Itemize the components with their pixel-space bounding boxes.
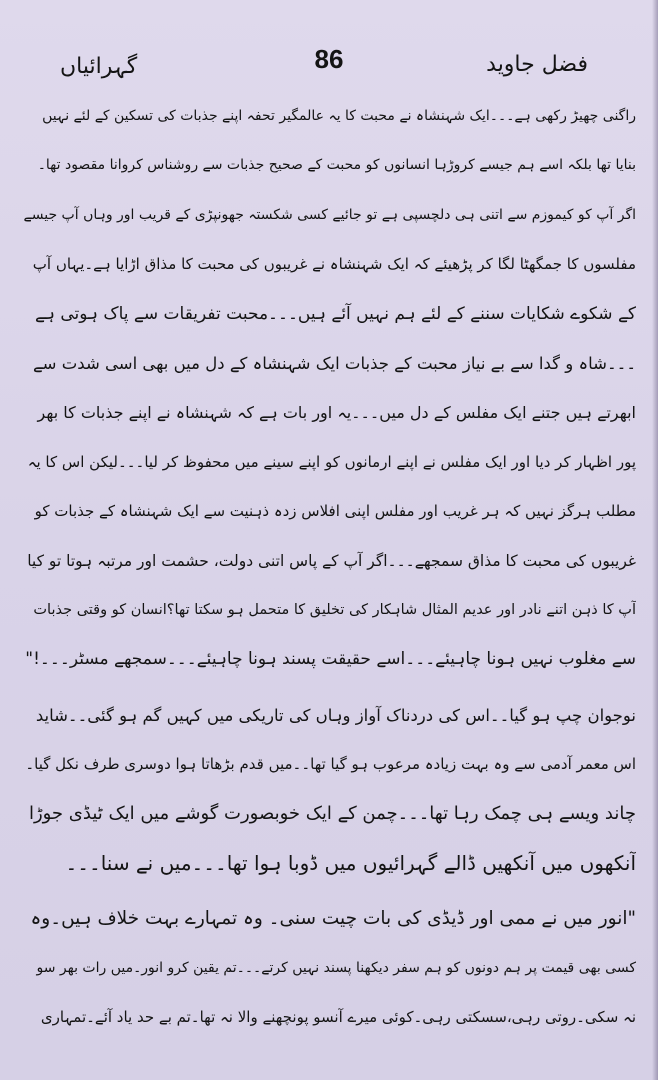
text-line: سے مغلوب نہیں ہونا چاہیئے۔۔۔اسے حقیقت پسند ہونا چاہیئے۔۔۔سمجھے مسٹر۔۔۔!"	[25, 649, 636, 670]
text-line: ابھرتے ہیں جتنے ایک مفلس کے دل میں۔۔۔یہ اور بات ہے کہ شہنشاہ نے اپنے جذبات کا بھر	[37, 403, 636, 423]
text-line: آپ کا ذہن اتنے نادر اور عدیم المثال شاہکار کی تخلیق کا متحمل ہو سکتا تھا؟انسان کو وقتی جذبات	[33, 601, 636, 618]
text-line: نوجوان چپ ہو گیا۔۔اس کی دردناک آواز وہاں کی تاریکی میں کہیں گم ہو گئی۔۔شاید	[35, 705, 636, 725]
text-line: راگنی چھیڑ رکھی ہے۔۔۔ایک شہنشاہ نے محبت کا یہ عالمگیر تحفہ اپنے جذبات کی تسکین کے لئے نہیں	[42, 108, 636, 124]
text-line: "انور میں نے ممی اور ڈیڈی کی بات چیت سنی۔ وہ تمہارے بہت خلاف ہیں۔وہ	[30, 908, 636, 930]
text-line: اگر آپ کو کیموزم سے اتنی ہی دلچسپی ہے تو جائیے کسی شکستہ جھونپڑی کے قریب اور وہاں آپ جیسے	[24, 206, 636, 223]
text-line: مفلسوں کا جمگھٹا لگا کر پڑھیئے کہ ایک شہنشاہ نے غریبوں کی محبت کا مذاق اڑایا ہے۔یہاں آپ	[32, 255, 636, 274]
author-name: فضل جاوید	[486, 52, 588, 77]
page-body	[24, 92, 636, 1042]
page-header	[30, 44, 628, 84]
text-line: غریبوں کی محبت کا مذاق سمجھے۔۔۔اگر آپ کے پاس اتنی دولت، حشمت اور مرتبہ ہوتا تو کیا	[27, 551, 636, 570]
text-line: کے شکوے شکایات سننے کے لئے ہم نہیں آئے ہیں۔۔۔محبت تفریقات سے پاک ہوتی ہے	[35, 303, 636, 324]
text-line: پور اظہار کر دیا اور ایک مفلس نے اپنے ارمانوں کو اپنے سینے میں محفوظ کر لیا۔۔۔لیکن اس کا یہ	[27, 452, 636, 471]
text-line: اس معمر آدمی سے وہ بہت زیادہ مرعوب ہو گیا تھا۔۔میں قدم بڑھاتا ہوا دوسری طرف نکل گیا۔	[25, 755, 636, 774]
text-line: کسی بھی قیمت پر ہم دونوں کو ہم سفر دیکھنا پسند نہیں کرتے۔۔۔تم یقین کرو انور۔میں رات بھر سو	[36, 959, 636, 976]
page-edge-shadow	[652, 0, 658, 1080]
text-line: ۔۔۔شاہ و گدا سے بے نیاز محبت کے جذبات ایک شہنشاہ کے دل میں بھی اسی شدت سے	[33, 353, 636, 373]
text-line: بنایا تھا بلکہ اسے ہم جیسے کروڑہا انسانوں کو محبت کے صحیح جذبات سے روشناس کروانا مقصود تھا۔	[37, 157, 636, 174]
page-number: 86	[314, 44, 344, 74]
text-line: مطلب ہرگز نہیں کہ ہر غریب اور مفلس اپنی افلاس زدہ ذہنیت سے ایک شہنشاہ کے جذبات کو	[34, 502, 636, 521]
text-line: آنکھوں میں آنکھیں ڈالے گہرائیوں میں ڈوبا ہوا تھا۔۔۔میں نے سنا۔۔۔	[65, 850, 636, 875]
book-title: گہرائیاں	[60, 54, 138, 79]
text-line: نہ سکی۔روتی رہی،سسکتی رہی۔کوئی میرے آنسو پونچھنے والا نہ تھا۔تم بے حد یاد آئے۔تمہاری	[40, 1008, 636, 1027]
text-line: چاند ویسے ہی چمک رہا تھا۔۔۔چمن کے ایک خوبصورت گوشے میں ایک ٹیڈی جوڑا	[28, 803, 636, 825]
